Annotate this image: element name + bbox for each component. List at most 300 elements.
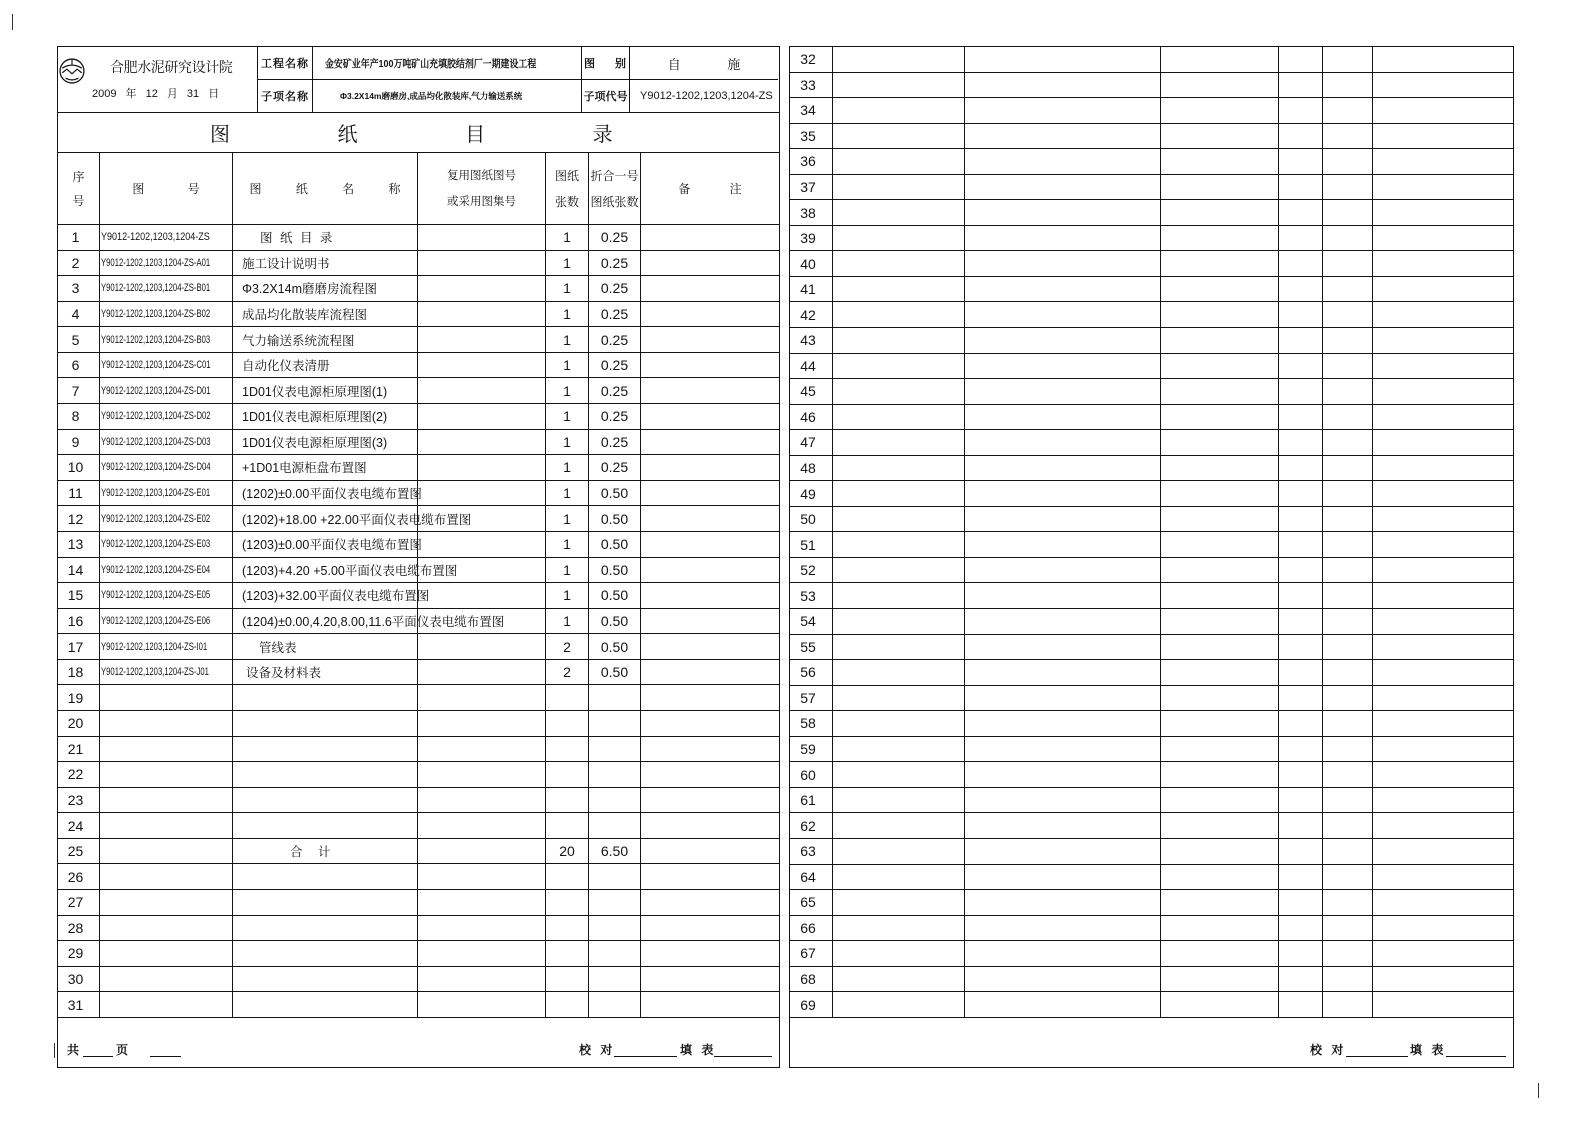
reuse-reference-cell: [418, 532, 546, 557]
empty-cell: [965, 200, 1161, 225]
reuse-reference-cell: [418, 276, 546, 301]
remark-cell: [641, 839, 779, 864]
row-number-cell: [790, 251, 833, 276]
drawing-number-cell: [100, 941, 233, 966]
table-row: [58, 430, 779, 456]
row-number-cell: [58, 583, 100, 608]
empty-cell: [1373, 558, 1513, 583]
remark-cell: [641, 225, 779, 250]
drawing-title: (1202)±0.00平面仪表电缆布置图: [242, 487, 422, 502]
empty-cell: [833, 405, 965, 430]
empty-cell: [833, 788, 965, 813]
category-cell: [630, 47, 778, 80]
drawing-number-cell: [100, 916, 233, 941]
a1-equivalent-count: 0.25: [600, 331, 629, 348]
drawing-title-cell: [233, 430, 418, 455]
row-number: 56: [800, 664, 816, 681]
drawing-title: (1202)+18.00 +22.00平面仪表电缆布置图: [242, 512, 472, 527]
row-number-cell: [790, 660, 833, 685]
empty-cell: [1373, 328, 1513, 353]
total-pages-label: 共: [67, 1043, 80, 1057]
empty-cell: [1323, 660, 1373, 685]
reuse-reference-cell: [418, 302, 546, 327]
empty-cell: [1279, 609, 1323, 634]
reuse-reference-cell: [418, 430, 546, 455]
sheet-count-cell: [546, 762, 589, 787]
a1-equivalent-count-cell: [589, 967, 641, 992]
page-title-row: [58, 113, 779, 153]
a1-equivalent-count-cell: [589, 916, 641, 941]
empty-cell: [1323, 941, 1373, 966]
row-number: 58: [800, 715, 816, 732]
drawing-title: 施工设计说明书: [242, 256, 330, 271]
row-number: 19: [67, 689, 84, 706]
row-number: 1: [71, 229, 80, 246]
a1-equivalent-count: 0.50: [600, 536, 629, 553]
sheet-count-cell: [546, 276, 589, 301]
col-seq-header: [58, 153, 100, 224]
empty-cell: [1323, 507, 1373, 532]
row-number: 63: [800, 843, 816, 860]
row-number-cell: [790, 124, 833, 149]
table-row: [790, 916, 1513, 942]
empty-cell: [1161, 302, 1279, 327]
empty-cell: [1161, 839, 1279, 864]
crop-mark-bottom-left: [54, 1043, 55, 1058]
table-row: [790, 660, 1513, 686]
row-number: 15: [67, 587, 84, 604]
a1-equivalent-count: 0.25: [600, 229, 629, 246]
drawing-number: Y9012-1202,1203,1204-ZS-D04: [101, 461, 211, 474]
col-sheets-label-line1: 图纸: [554, 168, 579, 183]
empty-cell: [833, 226, 965, 251]
sheet-count-cell: [546, 864, 589, 889]
empty-cell: [833, 737, 965, 762]
empty-cell: [1373, 890, 1513, 915]
empty-cell: [1161, 251, 1279, 276]
table-row: [58, 711, 779, 737]
row-number: 25: [67, 843, 84, 860]
table-row: [790, 98, 1513, 124]
row-number-cell: [58, 609, 100, 634]
empty-cell: [1161, 456, 1279, 481]
row-number-cell: [58, 864, 100, 889]
drawing-title-cell: [233, 941, 418, 966]
checker-signature-line: [614, 1056, 677, 1057]
row-number-cell: [790, 686, 833, 711]
drawing-title-cell: [233, 225, 418, 250]
empty-cell: [1373, 916, 1513, 941]
empty-cell: [1323, 558, 1373, 583]
row-number-cell: [58, 404, 100, 429]
sheet-count-cell: [546, 378, 589, 403]
row-number-cell: [790, 456, 833, 481]
remark-cell: [641, 864, 779, 889]
row-number: 38: [800, 204, 816, 221]
reuse-reference-cell: [418, 813, 546, 838]
empty-cell: [1373, 405, 1513, 430]
table-row: [790, 277, 1513, 303]
empty-cell: [1323, 532, 1373, 557]
empty-cell: [1373, 251, 1513, 276]
row-number-cell: [790, 405, 833, 430]
empty-cell: [833, 175, 965, 200]
row-number-cell: [790, 73, 833, 98]
sheet-count-cell: [546, 890, 589, 915]
sheet-count-cell: [546, 430, 589, 455]
empty-cell: [1323, 788, 1373, 813]
table-row: [58, 762, 779, 788]
row-number: 35: [800, 127, 816, 144]
empty-cell: [1161, 583, 1279, 608]
row-number: 20: [67, 715, 84, 732]
filler-signature-line: [714, 1056, 772, 1057]
table-row: [790, 149, 1513, 175]
a1-equivalent-count: 0.50: [600, 510, 629, 527]
drawing-title-cell: [233, 864, 418, 889]
empty-cell: [965, 456, 1161, 481]
row-number: 7: [71, 382, 80, 399]
empty-cell: [1161, 226, 1279, 251]
row-number-cell: [58, 839, 100, 864]
row-number-cell: [790, 635, 833, 660]
sheet-count-cell: [546, 302, 589, 327]
table-row: [790, 865, 1513, 891]
drawing-number: Y9012-1202,1203,1204-ZS-E06: [101, 614, 211, 627]
drawing-title-cell: [233, 762, 418, 787]
table-row: [58, 558, 779, 584]
empty-cell: [965, 660, 1161, 685]
table-row: [790, 532, 1513, 558]
empty-cell: [1373, 711, 1513, 736]
empty-cell: [833, 839, 965, 864]
empty-cell: [1161, 175, 1279, 200]
drawing-number: Y9012-1202,1203,1204-ZS-E05: [101, 589, 211, 602]
table-row: [790, 251, 1513, 277]
drawing-number-cell: [100, 225, 233, 250]
table-row: [790, 175, 1513, 201]
table-row: [790, 47, 1513, 73]
empty-cell: [1323, 124, 1373, 149]
empty-cell: [1279, 941, 1323, 966]
empty-cell: [1161, 609, 1279, 634]
empty-cell: [1161, 149, 1279, 174]
row-number: 6: [71, 357, 80, 374]
row-number-cell: [790, 865, 833, 890]
empty-cell: [1323, 481, 1373, 506]
table-row: [58, 404, 779, 430]
sheet-count: 1: [563, 587, 571, 604]
drawing-title-cell: [233, 583, 430, 608]
col-name-header: [233, 153, 418, 224]
table-row: [790, 992, 1513, 1018]
remark-cell: [641, 506, 779, 531]
row-number-cell: [58, 660, 100, 685]
empty-cell: [1373, 456, 1513, 481]
table-row: [58, 378, 779, 404]
table-row: [58, 634, 779, 660]
col-sheets-header: [546, 153, 589, 224]
table-row: [58, 941, 779, 967]
empty-cell: [1279, 762, 1323, 787]
row-number: 37: [800, 179, 816, 195]
empty-cell: [833, 379, 965, 404]
empty-cell: [1161, 558, 1279, 583]
empty-cell: [1279, 532, 1323, 557]
empty-cell: [1161, 98, 1279, 123]
empty-cell: [1373, 47, 1513, 72]
empty-cell: [1161, 660, 1279, 685]
empty-cell: [965, 788, 1161, 813]
table-row: [58, 813, 779, 839]
empty-cell: [1161, 47, 1279, 72]
table-row: [58, 992, 779, 1018]
remark-cell: [641, 941, 779, 966]
sheet-count: 1: [563, 433, 571, 450]
empty-cell: [1323, 430, 1373, 455]
drawing-number-cell: [100, 711, 233, 736]
a1-equivalent-count: 0.50: [600, 485, 629, 502]
sheet-count: 1: [563, 612, 571, 629]
row-number-cell: [58, 353, 100, 378]
empty-cell: [1323, 992, 1373, 1017]
drawing-number-cell: [100, 737, 233, 762]
reuse-reference-cell: [418, 378, 546, 403]
row-number-cell: [58, 327, 100, 352]
drawing-number-cell: [100, 327, 233, 352]
a1-equivalent-count: 6.50: [600, 843, 629, 860]
drawing-index-sheet-right: [789, 46, 1514, 1068]
empty-cell: [1373, 302, 1513, 327]
empty-cell: [833, 941, 965, 966]
empty-cell: [1373, 635, 1513, 660]
empty-cell: [1161, 916, 1279, 941]
empty-cell: [1279, 481, 1323, 506]
drawing-list-continued: [790, 47, 1513, 1018]
empty-cell: [1373, 609, 1513, 634]
row-number: 45: [800, 383, 816, 400]
drawing-index-sheet-left: [57, 46, 780, 1068]
row-number: 14: [67, 561, 84, 578]
crop-mark-bottom-right: [1538, 1083, 1539, 1098]
empty-cell: [1323, 967, 1373, 992]
empty-cell: [1323, 328, 1373, 353]
empty-cell: [965, 175, 1161, 200]
remark-cell: [641, 430, 779, 455]
subitem-name-label: 子项名称: [258, 80, 313, 112]
empty-cell: [1161, 73, 1279, 98]
a1-equivalent-count-cell: [589, 481, 641, 506]
row-number: 65: [800, 894, 816, 911]
a1-equivalent-count: 0.25: [600, 254, 629, 271]
empty-cell: [965, 251, 1161, 276]
drawing-title-cell: [233, 481, 422, 506]
empty-cell: [833, 73, 965, 98]
drawing-title: (1203)±0.00平面仪表电缆布置图: [242, 538, 422, 553]
row-number: 42: [800, 306, 816, 323]
drawing-title-cell: [233, 737, 418, 762]
drawing-number-cell: [100, 609, 233, 634]
empty-cell: [1323, 711, 1373, 736]
empty-cell: [1373, 967, 1513, 992]
row-number: 30: [67, 971, 84, 988]
table-row: [790, 686, 1513, 712]
empty-cell: [965, 609, 1161, 634]
a1-equivalent-count-cell: [589, 302, 641, 327]
row-number-cell: [790, 813, 833, 838]
row-number-cell: [790, 430, 833, 455]
empty-cell: [1323, 635, 1373, 660]
sheet-count: 1: [563, 510, 571, 527]
empty-cell: [1279, 839, 1323, 864]
reuse-reference-cell: [418, 967, 546, 992]
empty-cell: [1279, 430, 1323, 455]
remark-cell: [641, 481, 779, 506]
empty-cell: [1323, 762, 1373, 787]
empty-cell: [1373, 762, 1513, 787]
row-number-cell: [790, 379, 833, 404]
empty-cell: [833, 865, 965, 890]
empty-cell: [833, 507, 965, 532]
a1-equivalent-count-cell: [589, 404, 641, 429]
sheet-count-cell: [546, 225, 589, 250]
a1-equivalent-count-cell: [589, 251, 641, 276]
a1-equivalent-count-cell: [589, 634, 641, 659]
row-number-cell: [790, 532, 833, 557]
table-row: [790, 405, 1513, 431]
empty-cell: [1279, 507, 1323, 532]
row-number: 11: [68, 485, 83, 502]
empty-cell: [833, 711, 965, 736]
row-number-cell: [58, 506, 100, 531]
empty-cell: [1279, 405, 1323, 430]
empty-cell: [965, 762, 1161, 787]
empty-cell: [1373, 354, 1513, 379]
row-number: 60: [800, 766, 816, 783]
sheet-count-cell: [546, 839, 589, 864]
drawing-number-cell: [100, 506, 233, 531]
empty-cell: [1161, 737, 1279, 762]
empty-cell: [1161, 865, 1279, 890]
empty-cell: [1279, 583, 1323, 608]
empty-cell: [1373, 175, 1513, 200]
table-row: [58, 506, 779, 532]
row-number-cell: [58, 430, 100, 455]
row-number: 55: [800, 638, 816, 655]
row-number-cell: [790, 762, 833, 787]
empty-cell: [1323, 251, 1373, 276]
empty-cell: [1161, 686, 1279, 711]
row-number: 36: [800, 153, 816, 170]
sheet-count: 1: [563, 306, 571, 323]
empty-cell: [1279, 277, 1323, 302]
sheet-count-cell: [546, 941, 589, 966]
empty-cell: [1279, 73, 1323, 98]
category-value: 自 施: [667, 56, 741, 72]
drawing-title-cell: [233, 839, 418, 864]
table-row: [790, 788, 1513, 814]
empty-cell: [965, 73, 1161, 98]
a1-equivalent-count-cell: [589, 864, 641, 889]
remark-cell: [641, 302, 779, 327]
row-number-cell: [58, 685, 100, 710]
remark-cell: [641, 404, 779, 429]
remark-cell: [641, 967, 779, 992]
empty-cell: [1373, 481, 1513, 506]
filler-signature-line: [1446, 1056, 1506, 1057]
remark-cell: [641, 558, 779, 583]
checker-signature-line: [1346, 1056, 1408, 1057]
empty-cell: [1373, 532, 1513, 557]
table-row: [58, 455, 779, 481]
project-name-label: 工程名称: [258, 47, 313, 80]
sheet-count-cell: [546, 583, 589, 608]
col-equivalent-label-line2: 图纸张数: [590, 194, 639, 209]
category-label: 图 别: [582, 47, 630, 80]
empty-cell: [1373, 839, 1513, 864]
empty-cell: [1323, 405, 1373, 430]
filler-label: 填 表: [680, 1043, 714, 1057]
row-number-cell: [790, 226, 833, 251]
a1-equivalent-count-cell: [589, 378, 641, 403]
a1-equivalent-count: 0.50: [600, 664, 629, 681]
drawing-number: Y9012-1202,1203,1204-ZS-E04: [101, 563, 211, 576]
empty-cell: [1323, 890, 1373, 915]
col-equivalent-header: [589, 153, 641, 224]
table-row: [58, 251, 779, 277]
drawing-number-cell: [100, 276, 233, 301]
drawing-number-cell: [100, 813, 233, 838]
row-number: 40: [800, 255, 816, 272]
empty-cell: [965, 124, 1161, 149]
row-number-cell: [790, 558, 833, 583]
drawing-number: Y9012-1202,1203,1204-ZS-A01: [101, 256, 211, 269]
sheet-count-cell: [546, 660, 589, 685]
empty-cell: [833, 47, 965, 72]
empty-cell: [1279, 686, 1323, 711]
empty-cell: [833, 583, 965, 608]
sheet-count: 1: [563, 280, 571, 297]
remark-cell: [641, 251, 779, 276]
sheet-count-cell: [546, 609, 589, 634]
table-row: [790, 379, 1513, 405]
reuse-reference-cell: [418, 558, 546, 583]
empty-cell: [1373, 430, 1513, 455]
empty-cell: [833, 354, 965, 379]
a1-equivalent-count-cell: [589, 762, 641, 787]
row-number-cell: [58, 455, 100, 480]
empty-cell: [833, 251, 965, 276]
remark-cell: [641, 813, 779, 838]
drawing-number-cell: [100, 481, 233, 506]
empty-cell: [965, 839, 1161, 864]
row-number-cell: [790, 149, 833, 174]
drawing-title-cell: [233, 890, 418, 915]
empty-cell: [1323, 609, 1373, 634]
sheet-count-cell: [546, 481, 589, 506]
sheet-count: 1: [563, 331, 571, 348]
reuse-reference-cell: [418, 737, 546, 762]
row-number: 68: [800, 970, 816, 987]
col-remark-label: 备 注: [678, 181, 742, 196]
empty-cell: [965, 430, 1161, 455]
drawing-list: [58, 225, 779, 1018]
empty-cell: [965, 379, 1161, 404]
sheet-footer: [58, 1018, 779, 1066]
table-row: [58, 685, 779, 711]
empty-cell: [1279, 967, 1323, 992]
empty-cell: [1161, 941, 1279, 966]
